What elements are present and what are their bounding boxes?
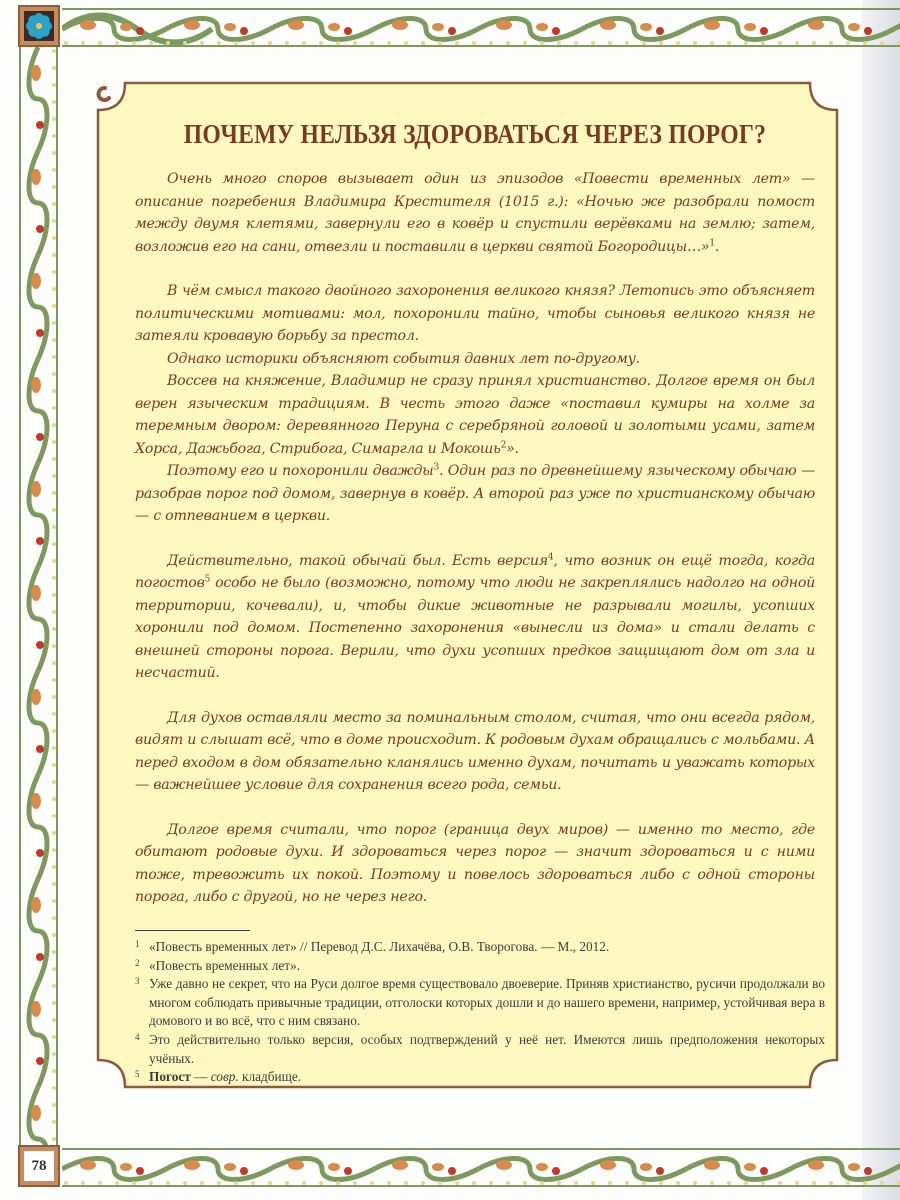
bead-ornament: [455, 1181, 459, 1185]
ornamental-border-top: [62, 7, 900, 49]
bead-ornament: [404, 41, 408, 45]
bead-ornament: [52, 576, 56, 580]
bead-ornament: [52, 1001, 56, 1005]
footnote-ref[interactable]: 4: [547, 551, 554, 562]
bead-ornament: [863, 1181, 867, 1185]
bead-ornament: [421, 1181, 425, 1185]
bead-ornament: [52, 151, 56, 155]
bead-ornament: [52, 440, 56, 444]
bead-ornament: [52, 1052, 56, 1056]
leaf-ornament: [80, 1160, 96, 1170]
bead-ornament: [52, 253, 56, 257]
footnote-ref[interactable]: 5: [204, 574, 211, 585]
flower-ornament: [36, 953, 44, 961]
bead-ornament: [98, 41, 102, 45]
leaf-ornament: [496, 20, 512, 30]
footnote: 3 Уже давно не секрет, что на Руси долгое время существовало двоеверие. Приняв христианство, русичи продолжали во многом соблюдать привычные традиции, отголоски которых дошли и до нашего времени, например, устойчивая вера в домового и во всё, что с ним связано.: [135, 976, 825, 1029]
bead-ornament: [52, 168, 56, 172]
leaf-ornament: [31, 585, 41, 601]
leaf-ornament: [640, 23, 652, 31]
bead-ornament: [52, 219, 56, 223]
bead-ornament: [438, 1181, 442, 1185]
vine-segment: [166, 1159, 270, 1180]
bead-ornament: [52, 1137, 56, 1141]
leaf-ornament: [224, 1163, 236, 1171]
paragraph: Действительно, такой обычай был. Есть версия$^4$, что возник он ещё тогда, когда погостов$^5$ особо не было (возможно, потому что люди не закреплялись надолго на одной территории, кочевали), и, чтобы дикие животные не разрывали могилы, усопших хоронили под домом. Постепенно захоронения «вынесли из дома» и стали делать с внешней стороны порога. Верили, что духи усопших предков защищают дом от зла и несчастий.: [135, 551, 815, 681]
vine-segment: [478, 1159, 582, 1180]
bead-ornament: [268, 1181, 272, 1185]
bead-ornament: [659, 1181, 663, 1185]
bead-ornament: [336, 1181, 340, 1185]
bead-ornament: [387, 1181, 391, 1185]
bead-ornament: [132, 41, 136, 45]
flower-ornament: [36, 745, 44, 753]
corner-ornament-top-left: [18, 5, 60, 47]
bead-ornament: [52, 542, 56, 546]
bead-ornament: [52, 355, 56, 359]
bead-ornament: [52, 831, 56, 835]
ornamental-border-left: [18, 47, 61, 1147]
bead-ornament: [625, 41, 629, 45]
vine-segment: [166, 19, 270, 40]
bead-ornament: [52, 185, 56, 189]
bead-ornament: [523, 1181, 527, 1185]
bead-ornament: [52, 627, 56, 631]
bead-ornament: [506, 41, 510, 45]
leaf-ornament: [704, 20, 720, 30]
bead-ornament: [52, 270, 56, 274]
bead-ornament: [557, 41, 561, 45]
bead-ornament: [472, 1181, 476, 1185]
bead-ornament: [200, 1181, 204, 1185]
bead-ornament: [642, 41, 646, 45]
bead-ornament: [52, 338, 56, 342]
paragraph: Воссев на княжение, Владимир не сразу принял христианство. Долгое время он был верен языческим традициям. В честь этого даже «поставил кумиры на холме за теремным двором: деревянного Перуна с серебряной головой и золотыми усами, затем Хорса, Дажьбога, Стрибога, Симаргла и Мокошь$^2$».: [135, 373, 815, 457]
bead-ornament: [285, 41, 289, 45]
leaf-ornament: [31, 481, 41, 497]
bead-ornament: [183, 41, 187, 45]
bead-ornament: [64, 1181, 68, 1185]
vine-segment: [894, 19, 900, 40]
bead-ornament: [52, 1018, 56, 1022]
page-gutter-shadow: [862, 0, 900, 1200]
bead-ornament: [52, 899, 56, 903]
vine-segment: [29, 879, 47, 983]
leaf-ornament: [640, 1163, 652, 1171]
flower-ornament: [344, 1167, 352, 1175]
paragraph: Для духов оставляли место за поминальным столом, считая, что они всегда рядом, видят и слышат всё, что в доме происходит. К родовым духам обращались с мольбами. А перед входом в дом обязательно кланялись именно духам, почитать и уважать которых — важнейшее условие для сохранения всего рода, семьи.: [135, 709, 815, 793]
leaf-ornament: [848, 23, 860, 31]
paragraph: Однако историки объясняют события давних лет по-другому.: [167, 350, 640, 367]
bead-ornament: [285, 1181, 289, 1185]
paragraph: Долгое время считали, что порог (граница двух миров) — именно то место, где обитают родовые духи. И здороваться через порог — значит здороваться и с ними тоже, тревожить их покой. Поэтому и повелось здороваться либо с одной стороны порога, либо с другой, но не через него.: [135, 821, 815, 905]
footnote-ref[interactable]: 3: [433, 462, 439, 473]
bead-ornament: [52, 134, 56, 138]
bead-ornament: [591, 41, 595, 45]
vine-segment: [29, 255, 47, 359]
bead-ornament: [52, 1069, 56, 1073]
vine-segment: [29, 775, 47, 879]
flower-ornament: [36, 849, 44, 857]
bead-ornament: [52, 593, 56, 597]
bead-ornament: [52, 372, 56, 376]
leaf-ornament: [536, 1163, 548, 1171]
bead-ornament: [52, 49, 56, 53]
bead-ornament: [52, 610, 56, 614]
bead-ornament: [52, 304, 56, 308]
bead-ornament: [421, 41, 425, 45]
bead-ornament: [846, 41, 850, 45]
bead-ornament: [52, 644, 56, 648]
flower-ornament: [344, 27, 352, 35]
flower-ornament: [240, 27, 248, 35]
flower-ornament: [240, 1167, 248, 1175]
bead-ornament: [302, 1181, 306, 1185]
flower-ornament: [136, 1167, 144, 1175]
article-body: [135, 168, 815, 909]
bead-ornament: [574, 41, 578, 45]
bead-ornament: [625, 1181, 629, 1185]
leaf-ornament: [80, 20, 96, 30]
bead-ornament: [115, 41, 119, 45]
vine-segment: [686, 1159, 790, 1180]
bead-ornament: [574, 1181, 578, 1185]
bead-ornament: [166, 41, 170, 45]
bead-ornament: [744, 41, 748, 45]
bead-ornament: [676, 41, 680, 45]
bead-ornament: [489, 1181, 493, 1185]
bead-ornament: [52, 100, 56, 104]
footnote: 1 «Повесть временных лет» // Перевод Д.С. Лихачёва, О.В. Творогова. — М., 2012.: [135, 939, 610, 954]
article-title: ПОЧЕМУ НЕЛЬЗЯ ЗДОРОВАТЬСЯ ЧЕРЕЗ ПОРОГ?: [183, 118, 767, 149]
flower-ornament: [136, 27, 144, 35]
vine-segment: [62, 19, 166, 40]
leaf-ornament: [120, 23, 132, 31]
ornamental-border-bottom: [62, 1147, 900, 1189]
leaf-ornament: [808, 20, 824, 30]
bead-ornament: [319, 1181, 323, 1185]
leaf-ornament: [184, 20, 200, 30]
leaf-ornament: [496, 1160, 512, 1170]
vine-segment: [29, 463, 47, 567]
bead-ornament: [676, 1181, 680, 1185]
bead-ornament: [52, 865, 56, 869]
leaf-ornament: [744, 1163, 756, 1171]
bead-ornament: [52, 474, 56, 478]
bead-ornament: [98, 1181, 102, 1185]
leaf-ornament: [744, 23, 756, 31]
bead-ornament: [52, 83, 56, 87]
leaf-ornament: [432, 23, 444, 31]
bead-ornament: [795, 41, 799, 45]
bead-ornament: [52, 712, 56, 716]
leaf-ornament: [31, 65, 41, 81]
bead-ornament: [52, 916, 56, 920]
vine-segment: [270, 19, 374, 40]
bead-ornament: [710, 1181, 714, 1185]
flower-ornament: [760, 1167, 768, 1175]
footnote-ref[interactable]: 1: [709, 237, 715, 248]
bead-ornament: [52, 287, 56, 291]
vine-segment: [790, 1159, 894, 1180]
bead-ornament: [132, 1181, 136, 1185]
flower-ornament: [864, 27, 872, 35]
bead-ornament: [710, 41, 714, 45]
footnote: 4 Это действительно только версия, особых подтверждений у неё нет. Имеются лишь предположения некоторых учёных.: [135, 1031, 825, 1066]
bead-ornament: [863, 41, 867, 45]
bead-ornament: [744, 1181, 748, 1185]
bead-ornament: [761, 41, 765, 45]
bead-ornament: [52, 406, 56, 410]
leaf-ornament: [432, 1163, 444, 1171]
vine-segment: [29, 567, 47, 671]
bead-ornament: [353, 1181, 357, 1185]
bead-ornament: [540, 41, 544, 45]
bead-ornament: [115, 1181, 119, 1185]
rosette-icon: [24, 11, 54, 41]
leaf-ornament: [392, 1160, 408, 1170]
bead-ornament: [52, 661, 56, 665]
bead-ornament: [642, 1181, 646, 1185]
bead-ornament: [52, 933, 56, 937]
bead-ornament: [540, 1181, 544, 1185]
bead-ornament: [251, 1181, 255, 1185]
vine-segment: [270, 1159, 374, 1180]
bead-ornament: [370, 41, 374, 45]
bead-ornament: [778, 1181, 782, 1185]
bead-ornament: [880, 41, 884, 45]
footnote-ref[interactable]: 2: [500, 439, 507, 450]
bead-ornament: [52, 1035, 56, 1039]
vine-segment: [29, 359, 47, 463]
bead-ornament: [52, 1086, 56, 1090]
bead-ornament: [52, 882, 56, 886]
flower-ornament: [760, 27, 768, 35]
bead-ornament: [52, 967, 56, 971]
leaf-ornament: [288, 20, 304, 30]
vine-segment: [29, 671, 47, 775]
bead-ornament: [302, 41, 306, 45]
bead-ornament: [52, 695, 56, 699]
bead-ornament: [149, 1181, 153, 1185]
bead-ornament: [812, 41, 816, 45]
leaf-ornament: [704, 1160, 720, 1170]
bead-ornament: [778, 41, 782, 45]
bead-ornament: [52, 984, 56, 988]
bead-ornament: [234, 1181, 238, 1185]
bead-ornament: [608, 1181, 612, 1185]
leaf-ornament: [392, 20, 408, 30]
leaf-ornament: [848, 1163, 860, 1171]
bead-ornament: [52, 678, 56, 682]
bead-ornament: [404, 1181, 408, 1185]
bead-ornament: [52, 491, 56, 495]
bead-ornament: [81, 41, 85, 45]
vine-segment: [790, 19, 894, 40]
bead-ornament: [52, 729, 56, 733]
vine-segment: [29, 983, 47, 1087]
bead-ornament: [149, 41, 153, 45]
leaf-ornament: [31, 169, 41, 185]
footnote-divider: [135, 930, 250, 931]
vine-segment: [374, 1159, 478, 1180]
bead-ornament: [52, 525, 56, 529]
footnote: 5 Погост — совр. кладбище.: [135, 1069, 302, 1085]
leaf-ornament: [31, 1001, 41, 1017]
bead-ornament: [251, 41, 255, 45]
vine-segment: [374, 19, 478, 40]
bead-ornament: [183, 1181, 187, 1185]
paragraph: Очень много споров вызывает один из эпизодов «Повести временных лет» — описание погребения Владимира Крестителя (1015 г.): «Ночью же разобрали помост между двумя клетями, завернули его в ковёр и спустили верёвками на землю; затем, возложив его на сани, отвезли и поставили в церкви святой Богородицы…»$^1$.: [135, 171, 815, 255]
footnote-abbr: совр.: [210, 1069, 239, 1085]
bead-ornament: [506, 1181, 510, 1185]
bead-ornament: [591, 1181, 595, 1185]
bead-ornament: [472, 41, 476, 45]
bead-ornament: [693, 1181, 697, 1185]
bead-ornament: [387, 41, 391, 45]
bead-ornament: [693, 41, 697, 45]
leaf-ornament: [31, 689, 41, 705]
flower-ornament: [36, 537, 44, 545]
bead-ornament: [829, 1181, 833, 1185]
flower-ornament: [552, 27, 560, 35]
bead-ornament: [217, 41, 221, 45]
bead-ornament: [370, 1181, 374, 1185]
bead-ornament: [319, 41, 323, 45]
bead-ornament: [812, 1181, 816, 1185]
bead-ornament: [846, 1181, 850, 1185]
bead-ornament: [52, 797, 56, 801]
bead-ornament: [217, 1181, 221, 1185]
bead-ornament: [52, 848, 56, 852]
flower-ornament: [36, 121, 44, 129]
bead-ornament: [52, 321, 56, 325]
leaf-ornament: [288, 1160, 304, 1170]
flower-ornament: [448, 27, 456, 35]
leaf-ornament: [808, 1160, 824, 1170]
bead-ornament: [489, 41, 493, 45]
bead-ornament: [557, 1181, 561, 1185]
bead-ornament: [608, 41, 612, 45]
leaf-ornament: [120, 1163, 132, 1171]
bead-ornament: [200, 41, 204, 45]
flower-ornament: [864, 1167, 872, 1175]
article-panel: [95, 80, 840, 1090]
bead-ornament: [52, 66, 56, 70]
bead-ornament: [52, 780, 56, 784]
bead-ornament: [52, 423, 56, 427]
bead-ornament: [52, 1103, 56, 1107]
flower-ornament: [36, 641, 44, 649]
flower-ornament: [36, 225, 44, 233]
footnote-term: Погост: [149, 1069, 191, 1085]
bead-ornament: [268, 41, 272, 45]
bead-ornament: [52, 1120, 56, 1124]
vine-segment: [62, 1159, 166, 1180]
bead-ornament: [880, 1181, 884, 1185]
vine-segment: [29, 151, 47, 255]
footnotes: [135, 938, 825, 1087]
bead-ornament: [336, 41, 340, 45]
vine-segment: [478, 19, 582, 40]
flower-ornament: [656, 27, 664, 35]
leaf-ornament: [600, 1160, 616, 1170]
paragraph: В чём смысл такого двойного захоронения великого князя? Летопись это объясняет политическими мотивами: мол, похоронили тайно, чтобы сыновья великого князя не затеяли кровавую борьбу за престол.: [135, 283, 815, 344]
vine-segment: [686, 19, 790, 40]
bead-ornament: [455, 41, 459, 45]
leaf-ornament: [184, 1160, 200, 1170]
bead-ornament: [727, 41, 731, 45]
bead-ornament: [659, 41, 663, 45]
bead-ornament: [52, 746, 56, 750]
leaf-ornament: [224, 23, 236, 31]
bead-ornament: [761, 1181, 765, 1185]
bead-ornament: [52, 508, 56, 512]
leaf-ornament: [31, 793, 41, 809]
page-number: 78: [24, 1151, 54, 1181]
vine-segment: [894, 1159, 900, 1180]
bead-ornament: [166, 1181, 170, 1185]
vine-segment: [582, 19, 686, 40]
bead-ornament: [234, 41, 238, 45]
leaf-ornament: [31, 377, 41, 393]
bead-ornament: [52, 202, 56, 206]
bead-ornament: [52, 763, 56, 767]
leaf-ornament: [328, 23, 340, 31]
bead-ornament: [52, 814, 56, 818]
bead-ornament: [829, 41, 833, 45]
leaf-ornament: [31, 1105, 41, 1121]
bead-ornament: [353, 41, 357, 45]
paragraph: Поэтому его и похоронили дважды$^3$. Один раз по древнейшему языческому обычаю — разобрав порог под домом, завернув в ковёр. А второй раз уже по христианскому обычаю — с отпеванием в церкви.: [135, 462, 816, 524]
flower-ornament: [36, 329, 44, 337]
flower-ornament: [36, 1057, 44, 1065]
bead-ornament: [523, 41, 527, 45]
bead-ornament: [81, 1181, 85, 1185]
leaf-ornament: [536, 23, 548, 31]
bead-ornament: [795, 1181, 799, 1185]
bead-ornament: [52, 457, 56, 461]
vine-segment: [582, 1159, 686, 1180]
bead-ornament: [727, 1181, 731, 1185]
flower-ornament: [36, 433, 44, 441]
bead-ornament: [52, 389, 56, 393]
flower-ornament: [656, 1167, 664, 1175]
bead-ornament: [52, 559, 56, 563]
bead-ornament: [64, 41, 68, 45]
vine-segment: [29, 47, 47, 151]
bead-ornament: [438, 41, 442, 45]
leaf-ornament: [600, 20, 616, 30]
flower-ornament: [552, 1167, 560, 1175]
corner-ornament-bottom-left: [18, 1145, 60, 1187]
leaf-ornament: [31, 273, 41, 289]
flower-ornament: [448, 1167, 456, 1175]
bead-ornament: [52, 950, 56, 954]
bead-ornament: [52, 117, 56, 121]
leaf-ornament: [31, 897, 41, 913]
bead-ornament: [52, 236, 56, 240]
leaf-ornament: [328, 1163, 340, 1171]
footnote: 2 «Повесть временных лет».: [135, 957, 301, 973]
